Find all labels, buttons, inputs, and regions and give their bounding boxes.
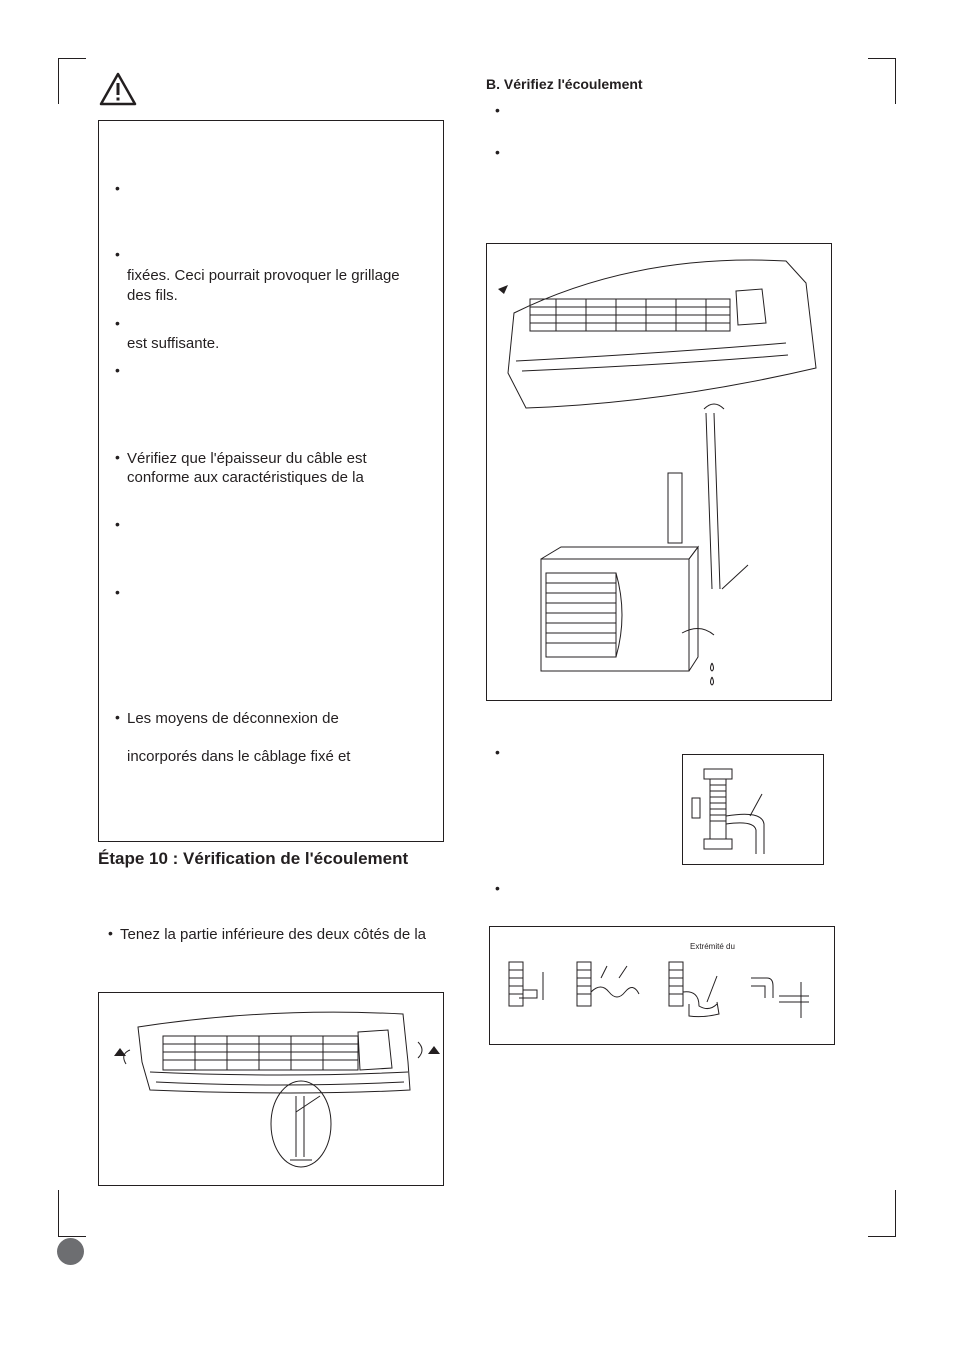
step10-bullet: • bbox=[108, 925, 113, 941]
warning-bullet-5-line1: Vérifiez que l'épaisseur du câble est bbox=[127, 450, 367, 467]
indoor-unit-open-illustration bbox=[98, 992, 444, 1186]
warning-bullet-3: • bbox=[115, 315, 120, 331]
crop-mark-top-left-h bbox=[58, 58, 86, 59]
crop-mark-bottom-left-h bbox=[58, 1236, 86, 1237]
section-b-bullet-2: • bbox=[495, 144, 500, 160]
page-number-circle bbox=[57, 1238, 84, 1265]
crop-mark-top-right-v bbox=[895, 58, 896, 104]
warning-bullet-3-line2: est suffisante. bbox=[127, 335, 220, 352]
warning-bullet-8-line3: incorporés dans le câblage fixé et bbox=[127, 748, 351, 765]
section-b-bullet-1: • bbox=[495, 102, 500, 118]
warning-bullet-8: • bbox=[115, 709, 120, 725]
warning-bullet-8-line1: Les moyens de déconnexion de bbox=[127, 710, 339, 727]
crop-mark-top-left-v bbox=[58, 58, 59, 104]
warning-bullet-2: • bbox=[115, 246, 120, 262]
warning-bullet-1: • bbox=[115, 180, 120, 196]
drain-hose-illustration bbox=[682, 754, 824, 865]
section-b-bullet-3: • bbox=[495, 744, 500, 760]
crop-mark-bottom-right-h bbox=[868, 1236, 896, 1237]
warning-triangle-icon bbox=[99, 72, 137, 106]
crop-mark-bottom-left-v bbox=[58, 1190, 59, 1236]
section-b-bullet-4: • bbox=[495, 880, 500, 896]
warning-bullet-5-line2: conforme aux caractéristiques de la bbox=[127, 469, 364, 486]
system-drain-illustration bbox=[486, 243, 832, 701]
crop-mark-top-right-h bbox=[868, 58, 896, 59]
step10-bullet-text: Tenez la partie inférieure des deux côtés de la bbox=[120, 926, 427, 943]
section-b-heading: B. Vérifiez l'écoulement bbox=[486, 76, 643, 92]
warning-bullet-7: • bbox=[115, 584, 120, 600]
step10-title: Étape 10 : Vérification de l'écoulement bbox=[98, 849, 409, 868]
warning-bullet-2-line3: des fils. bbox=[127, 287, 178, 304]
warning-bullet-4: • bbox=[115, 362, 120, 378]
warning-bullet-6: • bbox=[115, 516, 120, 532]
crop-mark-bottom-right-v bbox=[895, 1190, 896, 1236]
warning-bullet-5: • bbox=[115, 449, 120, 465]
hose-end-label: Extrémité du bbox=[690, 942, 735, 951]
warning-bullet-2-line2: fixées. Ceci pourrait provoquer le grillage bbox=[127, 267, 400, 284]
hose-position-illustration bbox=[489, 926, 835, 1045]
